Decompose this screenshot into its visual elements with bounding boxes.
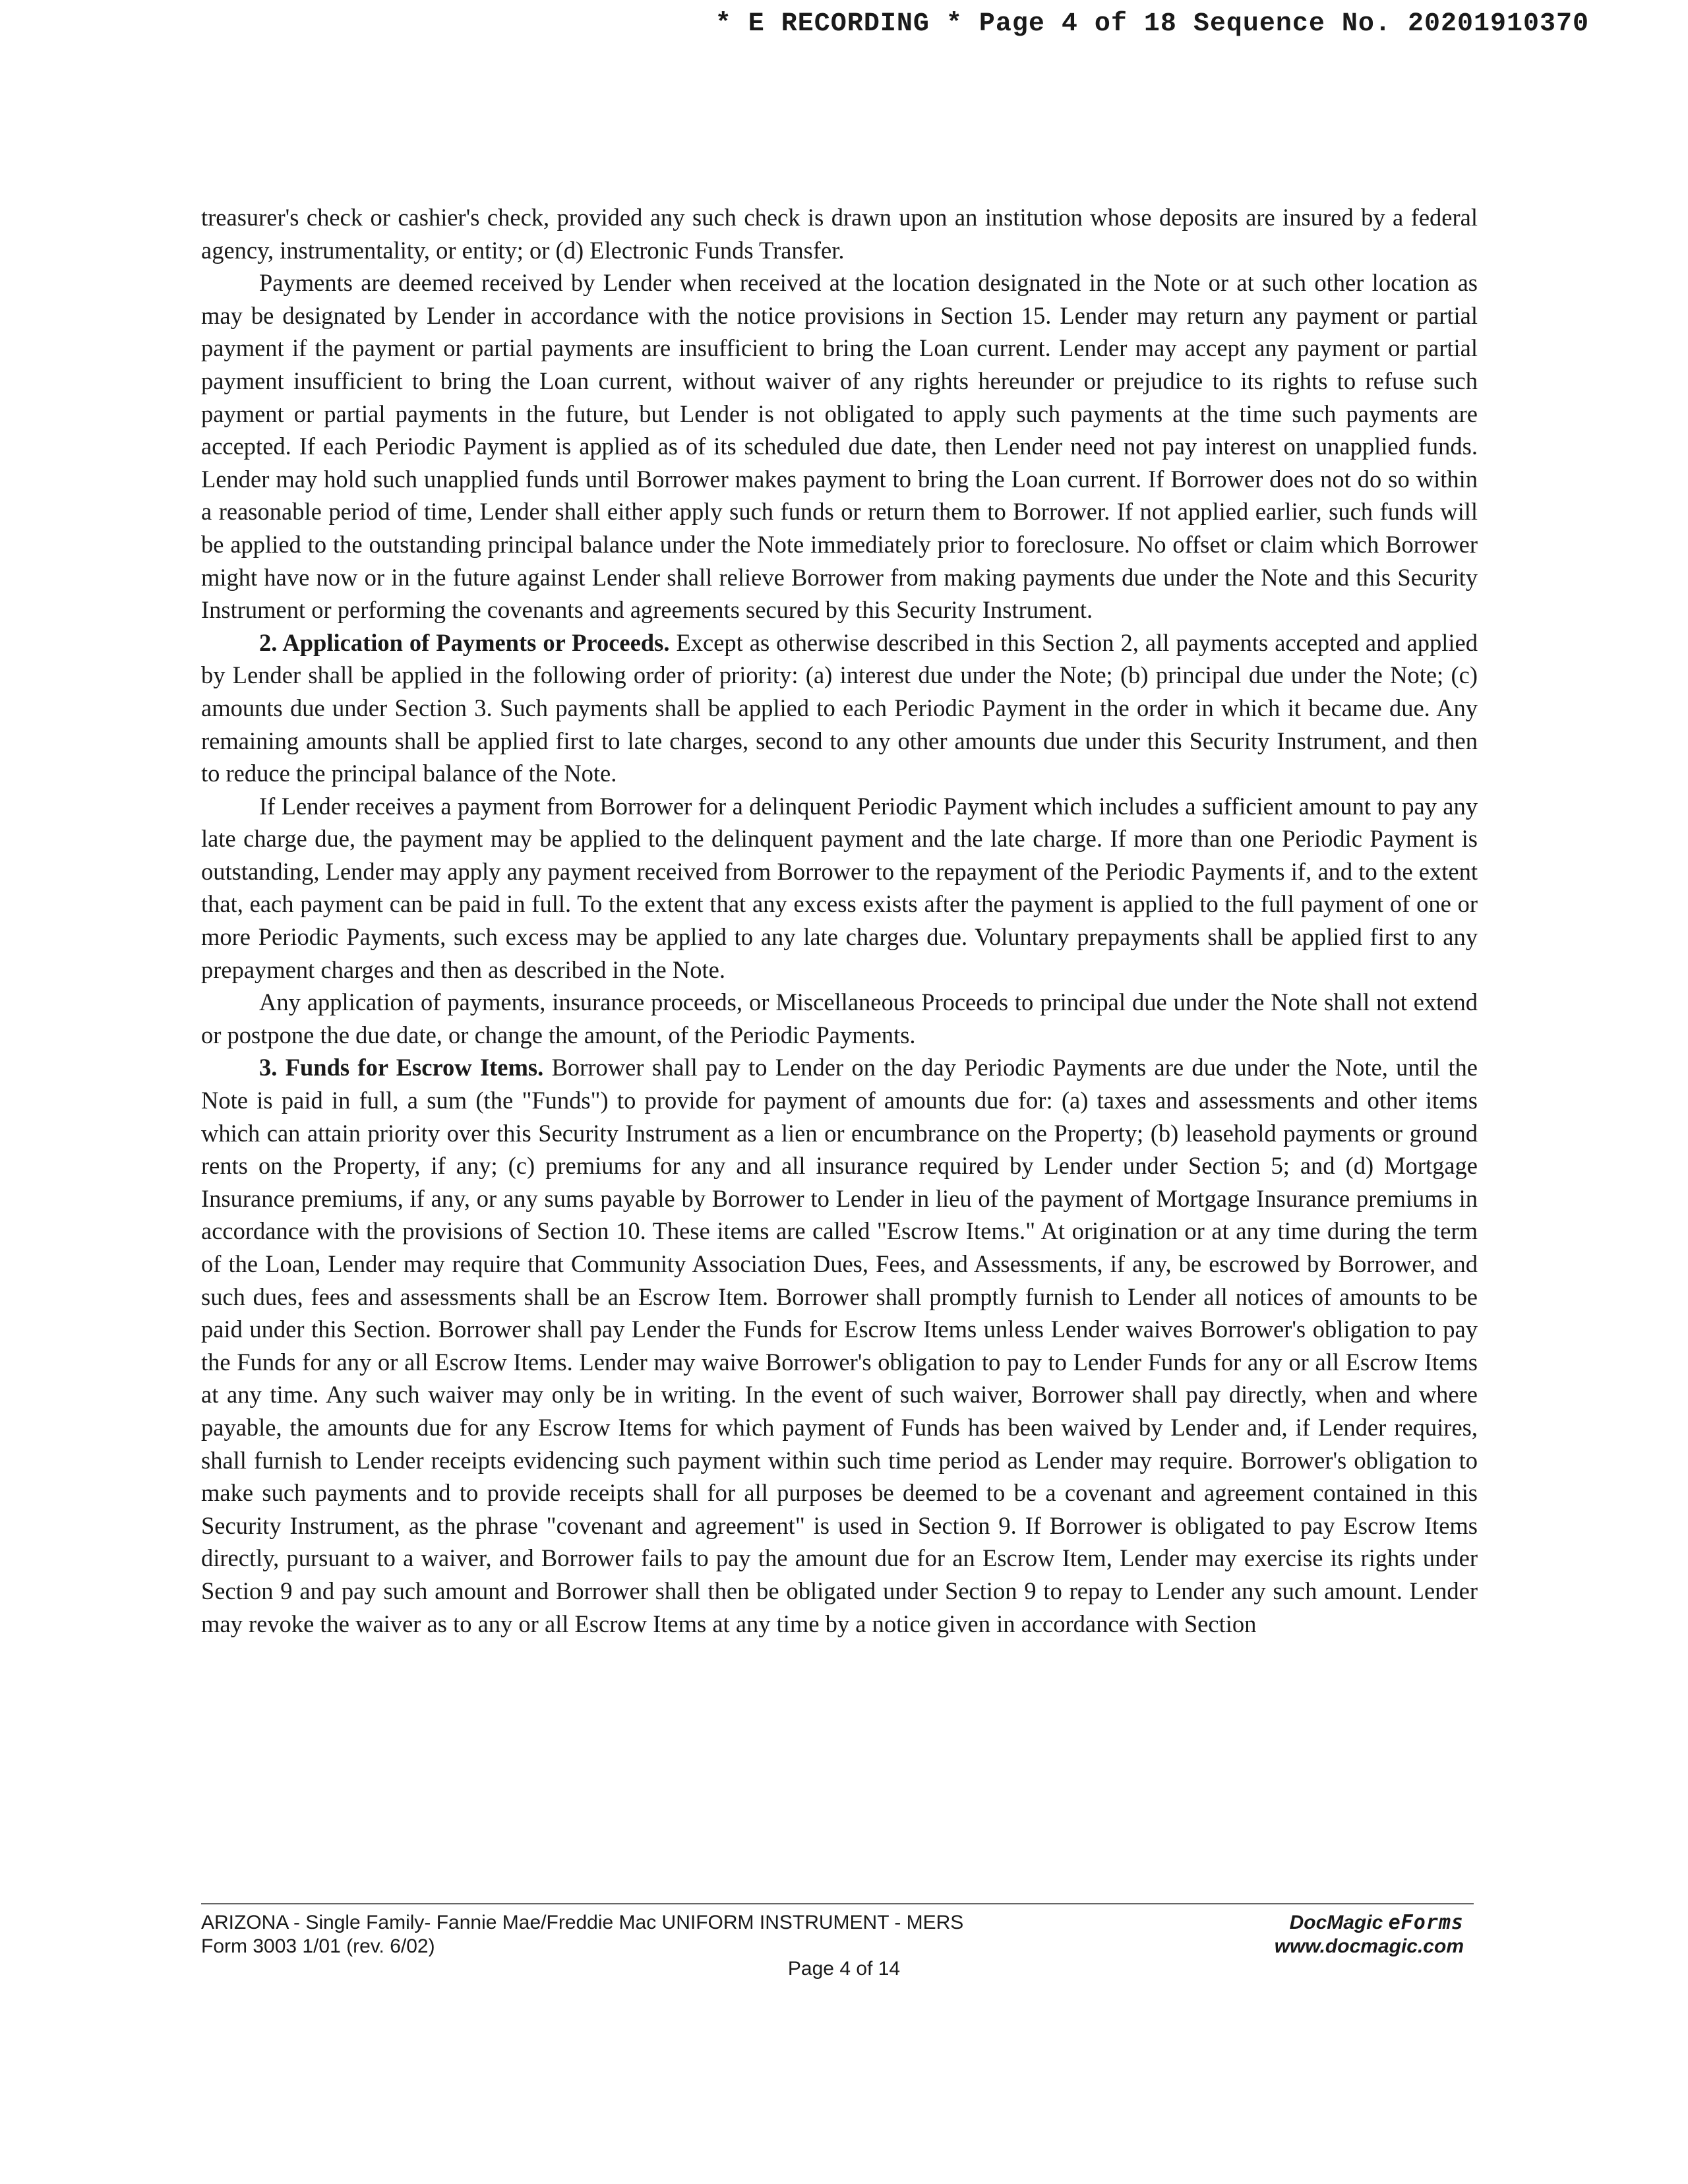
form-title: ARIZONA - Single Family- Fannie Mae/Freddie Mac UNIFORM INSTRUMENT - MERS: [201, 1912, 964, 1933]
document-body: [201, 201, 1478, 1640]
recording-header: * E RECORDING * Page 4 of 18 Sequence No. 20201910370: [715, 9, 1589, 39]
section-2-text: Except as otherwise described in this Section 2, all payments accepted and applied by Lender shall be applied in the following order of priority: (a) interest due under the Note; (b) principal due under the Note; (c) amounts due under Section 3. Such payments shall be applied to each Periodic Payment in the order in which it became due. Any remaining amounts shall be applied first to late charges, second to any other amounts due under this Security Instrument, and then to reduce the principal balance of the Note.: [201, 628, 1478, 787]
section-2-heading: 2. Application of Payments or Proceeds.: [259, 628, 670, 656]
brand-eforms: eForms: [1388, 1911, 1464, 1934]
paragraph-payment-methods-continued: treasurer's check or cashier's check, provided any such check is drawn upon an institution whose deposits are insured by a federal agency, instrumentality, or entity; or (d) Electronic Funds Transfer.: [201, 204, 1478, 264]
paragraph-delinquent-payment: If Lender receives a payment from Borrower for a delinquent Periodic Payment which includes a sufficient amount to pay any late charge due, the payment may be applied to the delinquent payment and the late charge. If more than one Periodic Payment is outstanding, Lender may apply any payment received from Borrower to the repayment of the Periodic Payments if, and to the extent that, each payment can be paid in full. To the extent that any excess exists after the payment is applied to the full payment of one or more Periodic Payments, such excess may be applied to any late charges due. Voluntary prepayments shall be applied first to any prepayment charges and then as described in the Note.: [201, 792, 1478, 983]
footer-form-info: [201, 1911, 963, 1958]
section-3-text: Borrower shall pay to Lender on the day Periodic Payments are due under the Note, until the Note is paid in full, a sum (the "Funds") to provide for payment of amounts due for: (a) taxes and assessments and other items which can attain priority over this Security Instrument as a lien or encumbrance on the Property; (b) leasehold payments or ground rents on the Property, if any; (c) premiums for any and all insurance required by Lender under Section 5; and (d) Mortgage Insurance premiums, if any, or any sums payable by Borrower to Lender in lieu of the payment of Mortgage Insurance premiums in accordance with the provisions of Section 10. These items are called "Escrow Items." At origination or at any time during the term of the Loan, Lender may require that Community Association Dues, Fees, and Assessments, if any, be escrowed by Borrower, and such dues, fees and assessments shall be an Escrow Item. Borrower shall promptly furnish to Lender all notices of amounts to be paid under this Section. Borrower shall pay Lender the Funds for Escrow Items unless Lender waives Borrower's obligation to pay the Funds for any or all Escrow Items. Lender may waive Borrower's obligation to pay to Lender Funds for any or all Escrow Items at any time. Any such waiver may only be in writing. In the event of such waiver, Borrower shall pay directly, when and where payable, the amounts due for any Escrow Items for which payment of Funds has been waived by Lender and, if Lender requires, shall furnish to Lender receipts evidencing such payment within such time period as Lender may require. Borrower's obligation to make such payments and to provide receipts shall for all purposes be deemed to be a covenant and agreement contained in this Security Instrument, as the phrase "covenant and agreement" is used in Section 9. If Borrower is obligated to pay Escrow Items directly, pursuant to a waiver, and Borrower fails to pay the amount due for an Escrow Item, Lender may exercise its rights under Section 9 and pay such amount and Borrower shall then be obligated under Section 9 to repay to Lender any such amount. Lender may revoke the waiver as to any or all Escrow Items at any time by a notice given in accordance with Section: [201, 1054, 1478, 1637]
brand-url: www.docmagic.com: [1274, 1935, 1464, 1957]
paragraph-application-of-proceeds: Any application of payments, insurance proceeds, or Miscellaneous Proceeds to principal due under the Note shall not extend or postpone the due date, or change the amount, of the Periodic Payments.: [201, 988, 1478, 1048]
footer-divider: [201, 1903, 1474, 1904]
brand-name: DocMagic: [1289, 1912, 1383, 1933]
page-number: Page 4 of 14: [787, 1958, 901, 1980]
form-number: Form 3003 1/01 (rev. 6/02): [201, 1935, 435, 1957]
section-3-heading: 3. Funds for Escrow Items.: [259, 1054, 544, 1081]
docmagic-logo: [1275, 1911, 1464, 1958]
section-3-paragraph: [201, 1051, 1478, 1640]
section-2-paragraph: [201, 626, 1478, 790]
paragraph-payments-received: Payments are deemed received by Lender when received at the location designated in the Note or at such other location as may be designated by Lender in accordance with the notice provisions in Section 15. Lender may return any payment or partial payment if the payment or partial payments are insufficient to bring the Loan current. Lender may accept any payment or partial payment insufficient to bring the Loan current, without waiver of any rights hereunder or prejudice to its rights to refuse such payment or partial payments in the future, but Lender is not obligated to apply such payments at the time such payments are accepted. If each Periodic Payment is applied as of its scheduled due date, then Lender need not pay interest on unapplied funds. Lender may hold such unapplied funds until Borrower makes payment to bring the Loan current. If Borrower does not do so within a reasonable period of time, Lender shall either apply such funds or return them to Borrower. If not applied earlier, such funds will be applied to the outstanding principal balance under the Note immediately prior to foreclosure. No offset or claim which Borrower might have now or in the future against Lender shall relieve Borrower from making payments due under the Note and this Security Instrument or performing the covenants and agreements secured by this Security Instrument.: [201, 269, 1478, 624]
